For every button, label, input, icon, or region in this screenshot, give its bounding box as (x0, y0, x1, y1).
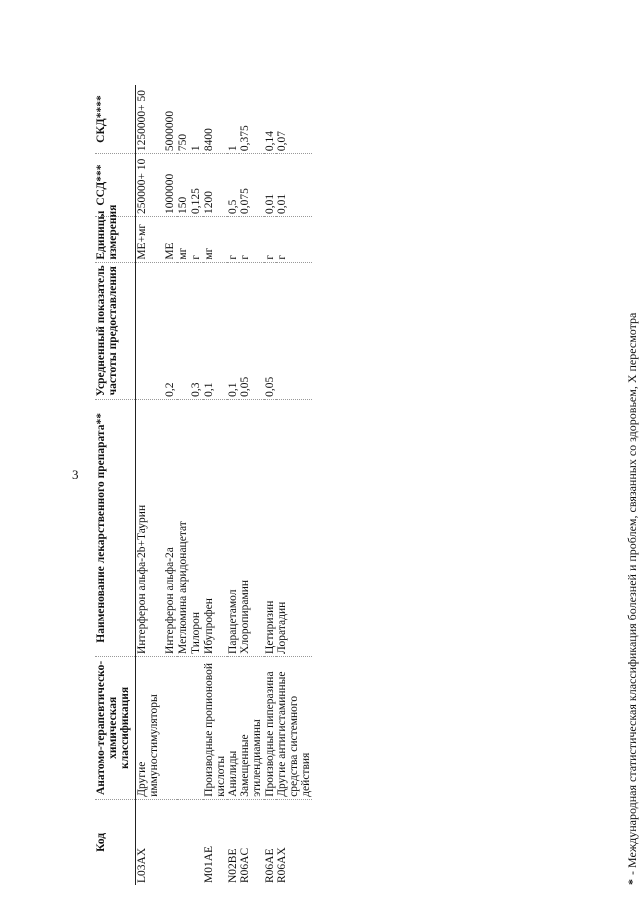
cell-ssd (136, 154, 178, 217)
table-row (227, 85, 239, 885)
ssd-value: 150 (177, 196, 190, 214)
cell-skd: 0,07 (275, 131, 288, 152)
cell-atc: Производные пропионовой кислоты (203, 656, 227, 799)
table-row (203, 85, 227, 885)
drug-table (95, 85, 312, 885)
unit-value: г (190, 254, 203, 260)
cell-atc: Производные пиперазина (264, 656, 276, 799)
header-atc: Анатомо-терапевтическо-химическая классификация (95, 656, 136, 799)
cell-atc: Другие иммуностимуляторы (136, 656, 178, 799)
cell-drug-name: Лоратадин (276, 399, 312, 656)
cell-frequency (177, 262, 203, 399)
table-row (136, 85, 178, 885)
cell-unit (136, 216, 178, 262)
cell-code: N02BE (227, 799, 239, 885)
ssd-value: 0,125 (190, 188, 203, 214)
unit-value: МЕ+мг (136, 223, 149, 260)
cell-drug-name: Парацетамол (227, 399, 239, 656)
cell-unit: мг (203, 216, 227, 262)
cell-unit: г (227, 216, 239, 262)
cell-skd (136, 85, 178, 154)
page-number: 3 (72, 467, 79, 482)
cell-unit (177, 216, 203, 262)
skd-value: 1250000+ 50 (136, 90, 149, 152)
unit-value: мг (177, 247, 190, 260)
cell-code: R06AX (276, 799, 312, 885)
skd-value: 750 (177, 133, 190, 152)
footnote (625, 313, 640, 885)
cell-frequency: 0,1 (203, 262, 227, 399)
header-ssd: ССД*** (95, 154, 136, 217)
cell-skd: 0,14 (263, 131, 276, 152)
frequency-value: 0,2 (164, 382, 177, 397)
rotated-page-content (95, 85, 640, 885)
cell-frequency (136, 262, 178, 399)
cell-code: L03AX (136, 799, 178, 885)
cell-unit: г (264, 216, 276, 262)
cell-frequency: 0,05 (239, 262, 263, 399)
cell-drug-name: Ибупрофен (203, 399, 227, 656)
cell-atc: Замещенные этилендиамины (239, 656, 263, 799)
cell-frequency: 0,05 (264, 262, 276, 399)
drug-name: Интерферон альфа-2b+Таурин (136, 504, 149, 654)
cell-skd: 8400 (203, 128, 216, 152)
cell-frequency (276, 262, 312, 399)
footnote-mark: * (625, 879, 639, 885)
cell-drug-name (177, 399, 203, 656)
ssd-value: 250000+ 10 (136, 158, 149, 214)
cell-ssd: 0,075 (239, 154, 263, 217)
cell-atc: Другие антигистаминные средства системного действия (276, 656, 312, 799)
skd-value: 1 (190, 145, 203, 152)
table-row (177, 85, 203, 885)
header-frequency: Усредненный показатель частоты предоставления (95, 262, 136, 399)
cell-atc: Анилиды (227, 656, 239, 799)
cell-atc (177, 656, 203, 799)
cell-skd (177, 85, 203, 154)
cell-unit: г (276, 216, 312, 262)
table-row (264, 85, 276, 885)
table-row (276, 85, 312, 885)
unit-value: МЕ (164, 242, 177, 260)
header-code: Код (95, 799, 136, 885)
cell-code: R06AE (264, 799, 276, 885)
cell-ssd (177, 154, 203, 217)
drug-name: Интерферон альфа-2a (164, 547, 177, 654)
cell-ssd: 1200 (203, 154, 227, 217)
header-unit: Единицы измерения (95, 216, 136, 262)
cell-code: M01AE (203, 799, 227, 885)
cell-drug-name (136, 399, 178, 656)
cell-code: R06AC (239, 799, 263, 885)
skd-value: 5000000 (164, 110, 177, 152)
ssd-value: 1000000 (164, 173, 177, 214)
cell-skd: 0,375 (239, 125, 252, 152)
cell-ssd: 0,01 (276, 154, 312, 217)
cell-skd: 1 (227, 145, 240, 152)
cell-drug-name: Цетиризин (264, 399, 276, 656)
table-header-row (95, 85, 136, 885)
header-drug-name: Наименование лекарственного препарата** (95, 399, 136, 656)
cell-drug-name: Хлоропирамин (239, 399, 263, 656)
drug-name: Меглюмина акридонацетат (177, 521, 190, 654)
header-skd: СКД**** (95, 85, 136, 154)
table-row (239, 85, 263, 885)
frequency-value: 0,3 (190, 382, 203, 397)
cell-ssd: 0,5 (227, 154, 239, 217)
cell-code (177, 799, 203, 885)
cell-frequency: 0,1 (227, 262, 239, 399)
cell-ssd: 0,01 (264, 154, 276, 217)
drug-name: Тилорон (190, 611, 203, 654)
footnote-text: - Международная статистическая классификация болезней и проблем, связанных со здоровьем, X пересмотра (625, 312, 639, 875)
cell-unit: г (239, 216, 263, 262)
